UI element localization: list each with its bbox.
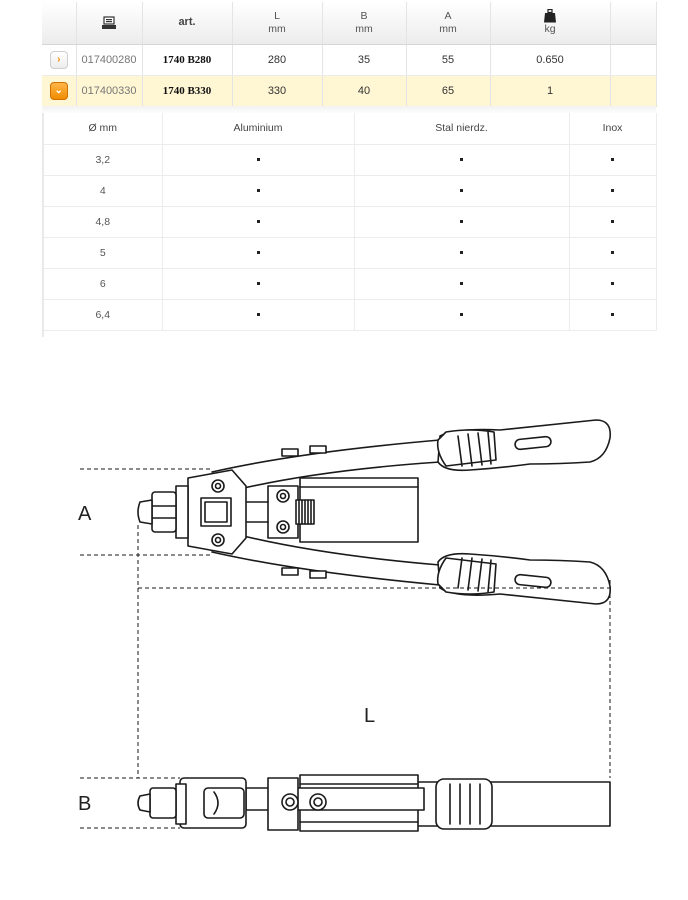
- chevron-right-icon: ›: [57, 53, 61, 65]
- header-art: art.: [142, 2, 232, 44]
- header-L-label: L: [274, 9, 280, 22]
- product-art: 1740 B330: [142, 75, 232, 106]
- top-view: [138, 420, 610, 604]
- dimension-label-B: B: [78, 793, 92, 815]
- rivet-diameter: 4: [44, 175, 162, 206]
- header-L-unit: mm: [268, 22, 286, 35]
- product-kg: 0.650: [490, 44, 610, 75]
- side-view: [138, 775, 610, 831]
- product-L: 280: [232, 44, 322, 75]
- header-B-unit: mm: [355, 22, 373, 35]
- rivet-diameter: 6: [44, 268, 162, 299]
- header-weight-unit: kg: [544, 23, 556, 36]
- header-B-label: B: [360, 9, 368, 22]
- rivet-diameter: 5: [44, 237, 162, 268]
- product-code: 017400280: [76, 44, 142, 75]
- product-A: 55: [406, 44, 490, 75]
- product-B: 35: [322, 44, 406, 75]
- product-L: 330: [232, 75, 322, 106]
- rivet-diameter: 4,8: [44, 206, 162, 237]
- dimension-label-A: A: [78, 503, 92, 525]
- product-art: 1740 B280: [142, 44, 232, 75]
- rivet-diameter: 3,2: [44, 144, 162, 175]
- product-B: 40: [322, 75, 406, 106]
- header-A-unit: mm: [439, 22, 457, 35]
- product-kg: 1: [490, 75, 610, 106]
- rivet-header-diameter: Ø mm: [44, 113, 162, 144]
- product-A: 65: [406, 75, 490, 106]
- rivet-header-aluminium: Aluminium: [162, 113, 354, 144]
- header-A-label: A: [444, 9, 452, 22]
- rivet-header-inox: Inox: [569, 113, 656, 144]
- rivet-diameter: 6,4: [44, 299, 162, 330]
- rivet-header-stal: Stal nierdz.: [354, 113, 569, 144]
- product-code: 017400330: [76, 75, 142, 106]
- chevron-down-icon: ⌄: [54, 84, 63, 96]
- dimension-label-L: L: [364, 705, 376, 727]
